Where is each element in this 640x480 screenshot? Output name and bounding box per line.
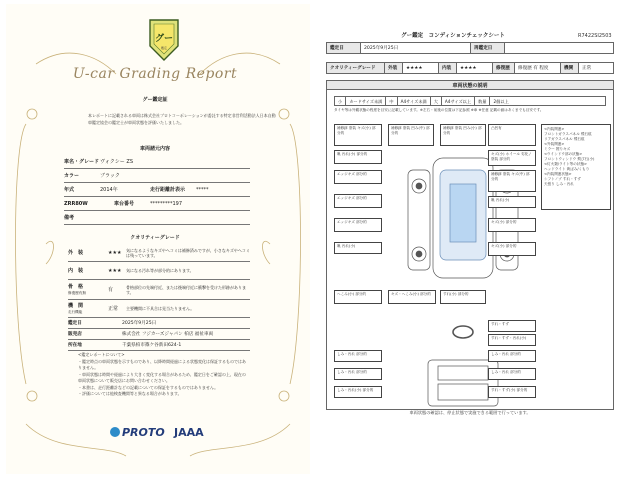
condition-box: エッジキズ 部分的 bbox=[334, 194, 382, 208]
date-value: 2025年9月25日 bbox=[361, 43, 471, 54]
quality-desc: 気になるようなキズやヘコミは補修済みですが、小さなキズやヘコミは残っています。 bbox=[126, 247, 250, 258]
sheet-date-table bbox=[326, 42, 614, 54]
legend-item: 小 bbox=[335, 97, 346, 105]
condition-box: 亀 汚れ(小) bbox=[488, 196, 536, 208]
side-note-line: <ウインドウ部の状態> bbox=[544, 152, 583, 156]
legend-item: 中 bbox=[386, 97, 397, 105]
sheet-title: グー鑑定 コンディションチェックシート bbox=[401, 33, 505, 39]
condition-box: 亀 汚れ(小) bbox=[334, 242, 382, 254]
side-note-line: ミラー 擦りキズ bbox=[544, 147, 571, 151]
condition-box: キズ・へこみ(小) 部分的 bbox=[388, 290, 436, 304]
quality-row-frame bbox=[68, 280, 250, 300]
jaaa-logo: JAAA bbox=[174, 426, 204, 439]
note-line: ・鑑定時点の車両状態を示すものであり、以降時間経過による状態変化は保証するものではありません。 bbox=[78, 358, 246, 370]
interior-value: ★★★★ bbox=[457, 63, 493, 74]
side-note-line: <外装関連> bbox=[544, 142, 565, 146]
quality-label: 内 装 bbox=[68, 268, 84, 274]
vehicle-name-row bbox=[64, 155, 250, 169]
proto-logo-icon bbox=[110, 427, 120, 437]
certificate-intro: 本レポートに記載される車両は株式会社プロトコーポレーションが委託する特定非営利活動法人日本自動車鑑定協会の鑑定士が車両状態を評価いたしました。 bbox=[88, 113, 276, 125]
side-note-line: <内装関連状態> bbox=[544, 172, 572, 176]
size-legend bbox=[334, 96, 606, 106]
vehicle-color-label: カラー bbox=[64, 173, 80, 179]
address-label: 所在地 bbox=[68, 343, 82, 348]
condition-box: 補修跡 塗装 凹み(小) 部分的 bbox=[440, 124, 486, 146]
quality-label: 機 関 走行機能 bbox=[68, 303, 84, 314]
logo-title: U-car Grading Report bbox=[72, 66, 238, 82]
vehicle-name-value: ヴォクシー ZS bbox=[100, 159, 133, 165]
vehicle-remarks-label: 備考 bbox=[64, 215, 75, 221]
side-note-line: 天張り しみ・汚れ bbox=[544, 182, 574, 186]
condition-box: すれ・すず・汚れ(小) bbox=[488, 334, 536, 346]
condition-box: しみ・汚れ 部分的 bbox=[488, 350, 536, 362]
vehicle-chassis-value: *********197 bbox=[150, 200, 183, 207]
dealer-label: 販売店 bbox=[68, 332, 82, 337]
quality-stars: ★★★ bbox=[108, 267, 122, 274]
condition-box: しみ・汚れ 部分的 bbox=[334, 350, 382, 362]
side-note-line: <内装関連> bbox=[544, 127, 565, 131]
side-note-line: リアガラスパネル 飛石痕 bbox=[544, 137, 585, 141]
condition-box: 凸凹有 bbox=[488, 124, 536, 146]
repair-value: 修復歴 有 程度 bbox=[515, 63, 561, 74]
interior-label: 内装 bbox=[439, 63, 457, 74]
badge-sub: 鑑定 bbox=[160, 46, 167, 50]
vehicle-remarks-row bbox=[64, 211, 250, 225]
vehicle-year-label: 年式 bbox=[64, 187, 75, 193]
legend-item: 数量 bbox=[475, 97, 490, 105]
engine-value: 正常 bbox=[579, 63, 614, 74]
condition-box: エッジキズ 部分的 bbox=[334, 218, 382, 232]
proto-logo: PROTO bbox=[110, 426, 165, 439]
condition-box: へこみ(小) 部分的 bbox=[334, 290, 382, 304]
legend-item: A4サイズ未満 bbox=[398, 97, 431, 105]
quality-label: 外 装 bbox=[68, 250, 84, 256]
condition-box: キズ(小) 部分的 bbox=[488, 242, 536, 256]
side-note-line: シフトノブ すれ・すず bbox=[544, 177, 581, 181]
exterior-value: ★★★★ bbox=[403, 63, 439, 74]
condition-box: 補修跡 塗装 キズ(小) 部分的 bbox=[334, 124, 382, 146]
quality-stars: 正常 bbox=[108, 306, 119, 312]
legend-note: タイヤ等は外観状態の程度を目安に記載しています。※左右・前後の位置は下記参照 ※車 ※任意 記載の値はあくまでも目安です。 bbox=[334, 108, 544, 112]
quality-label: 骨 格 修復歴有無 bbox=[68, 284, 86, 295]
vehicle-chassis-label: 車台番号 bbox=[114, 201, 135, 207]
condition-box: しみ・汚れ 部分的 bbox=[488, 368, 536, 380]
condition-box: エッジキズ 部分的 bbox=[334, 170, 382, 184]
repair-label: 修復歴 bbox=[493, 63, 515, 74]
recheck-label: 再鑑定日 bbox=[471, 43, 505, 54]
condition-heading: 車両状態の説明 bbox=[326, 80, 614, 90]
quality-desc: 主要機関に不具合は見当たりません。 bbox=[126, 306, 195, 311]
vehicle-color-value: ブラック bbox=[100, 173, 120, 179]
exterior-label: 外装 bbox=[385, 63, 403, 74]
vehicle-year-value: 2014年 bbox=[100, 187, 118, 193]
condition-box: しみ・汚れ(小) 部分的 bbox=[334, 386, 382, 398]
condition-box: キズ(小) 部分的 bbox=[488, 218, 536, 232]
sheet-number: R7422SI2503 bbox=[578, 33, 612, 39]
side-note-line: ヘッドライト 黄ばみ/くもり bbox=[544, 167, 590, 171]
recheck-value bbox=[505, 43, 614, 54]
condition-box: しみ・汚れ 部分的 bbox=[334, 368, 382, 380]
note-line: <鑑定レポートについて> bbox=[78, 352, 125, 357]
appraisal-date-label: 鑑定日 bbox=[68, 321, 82, 326]
condition-box: 補修跡 塗装 凹み(中) 部分的 bbox=[388, 124, 434, 146]
vehicle-mileage-value: ***** bbox=[196, 186, 209, 193]
side-note-line: フロントウィンドウ 飛び石(小) bbox=[544, 157, 595, 161]
note-line: ・評価については他検査機関等と異なる場合があります。 bbox=[78, 391, 182, 396]
note-line: ・車両状態は時間や経過により大きく変化する場合があるため、鑑定日をご確認の上、現在の車両状態について販売店にお問い合わせください。 bbox=[78, 371, 246, 383]
quality-desc: 骨格部位の先端付近、または後端付近に衝撃を受けた形跡があります。 bbox=[126, 284, 246, 295]
legend-item: カードサイズ未満 bbox=[346, 97, 386, 105]
appraisal-date-row bbox=[68, 318, 250, 329]
condition-side-notes bbox=[541, 124, 611, 210]
certificate-heading: グー鑑定証 bbox=[142, 97, 168, 103]
quality-stars: 有 bbox=[108, 287, 114, 293]
dealer-value: 株式会社 フジカーズジャパン 柏店 福祉車両 bbox=[122, 332, 214, 337]
condition-box: 亀 汚れ(小) 部分的 bbox=[334, 150, 382, 164]
quality-section-title: クオリティーグレード bbox=[130, 235, 180, 241]
sheet-grade-table bbox=[326, 62, 614, 74]
vehicle-year-row bbox=[64, 183, 250, 197]
quality-desc: 気になる汚れ等が部分的にあります。 bbox=[126, 268, 194, 273]
sheet-bottom-note: 車両状態の確認は、停止状態で実施できる範囲で行っています。 bbox=[409, 410, 531, 415]
date-label: 鑑定日 bbox=[327, 43, 361, 54]
appraisal-date-value: 2025年9月25日 bbox=[122, 321, 157, 326]
condition-box: 補修跡 塗装 キズ(中) 部分的 bbox=[488, 170, 536, 192]
engine-label: 機関 bbox=[561, 63, 579, 74]
quality-row-interior bbox=[68, 262, 250, 280]
quality-stars: ★★★ bbox=[108, 249, 122, 256]
vehicle-section-title: 車両諸元内容 bbox=[139, 146, 170, 152]
legend-item: A4サイズ以上 bbox=[442, 97, 475, 105]
vehicle-name-label: 車名・グレード bbox=[64, 159, 100, 165]
side-note-line: フロントガラスパネル 飛石痕 bbox=[544, 132, 592, 136]
side-note-line: <灯火類/ライト等の状態> bbox=[544, 162, 588, 166]
quality-row-exterior bbox=[68, 244, 250, 262]
dealer-row bbox=[68, 329, 250, 340]
vehicle-mileage-label: 走行距離計表示 bbox=[150, 187, 186, 193]
condition-box: キズ(小) ホイール 劣化 / 塗装 部分的 bbox=[488, 150, 536, 166]
report-notes bbox=[78, 352, 248, 398]
vehicle-color-row bbox=[64, 169, 250, 183]
badge-text: グー bbox=[154, 34, 173, 44]
quality-row-engine bbox=[68, 300, 250, 318]
address-value: 千葉県柏市篠ケ谷新田624-1 bbox=[122, 343, 182, 348]
condition-box: すれ・すず(小) 部分的 bbox=[488, 386, 536, 398]
note-line: ・本書は、走行距離計などの記載についての保証をするものではありません。 bbox=[78, 384, 219, 390]
address-row bbox=[68, 340, 250, 351]
vehicle-model-row bbox=[64, 197, 250, 211]
condition-box: すれ・すず bbox=[488, 320, 536, 332]
condition-box: すれ(小) 部分的 bbox=[440, 290, 486, 304]
legend-item: 2個以上 bbox=[493, 99, 509, 104]
legend-item: 大 bbox=[431, 97, 442, 105]
vehicle-model-value: ZRR80W bbox=[64, 200, 88, 207]
grade-label: クオリティーグレード bbox=[327, 63, 385, 74]
